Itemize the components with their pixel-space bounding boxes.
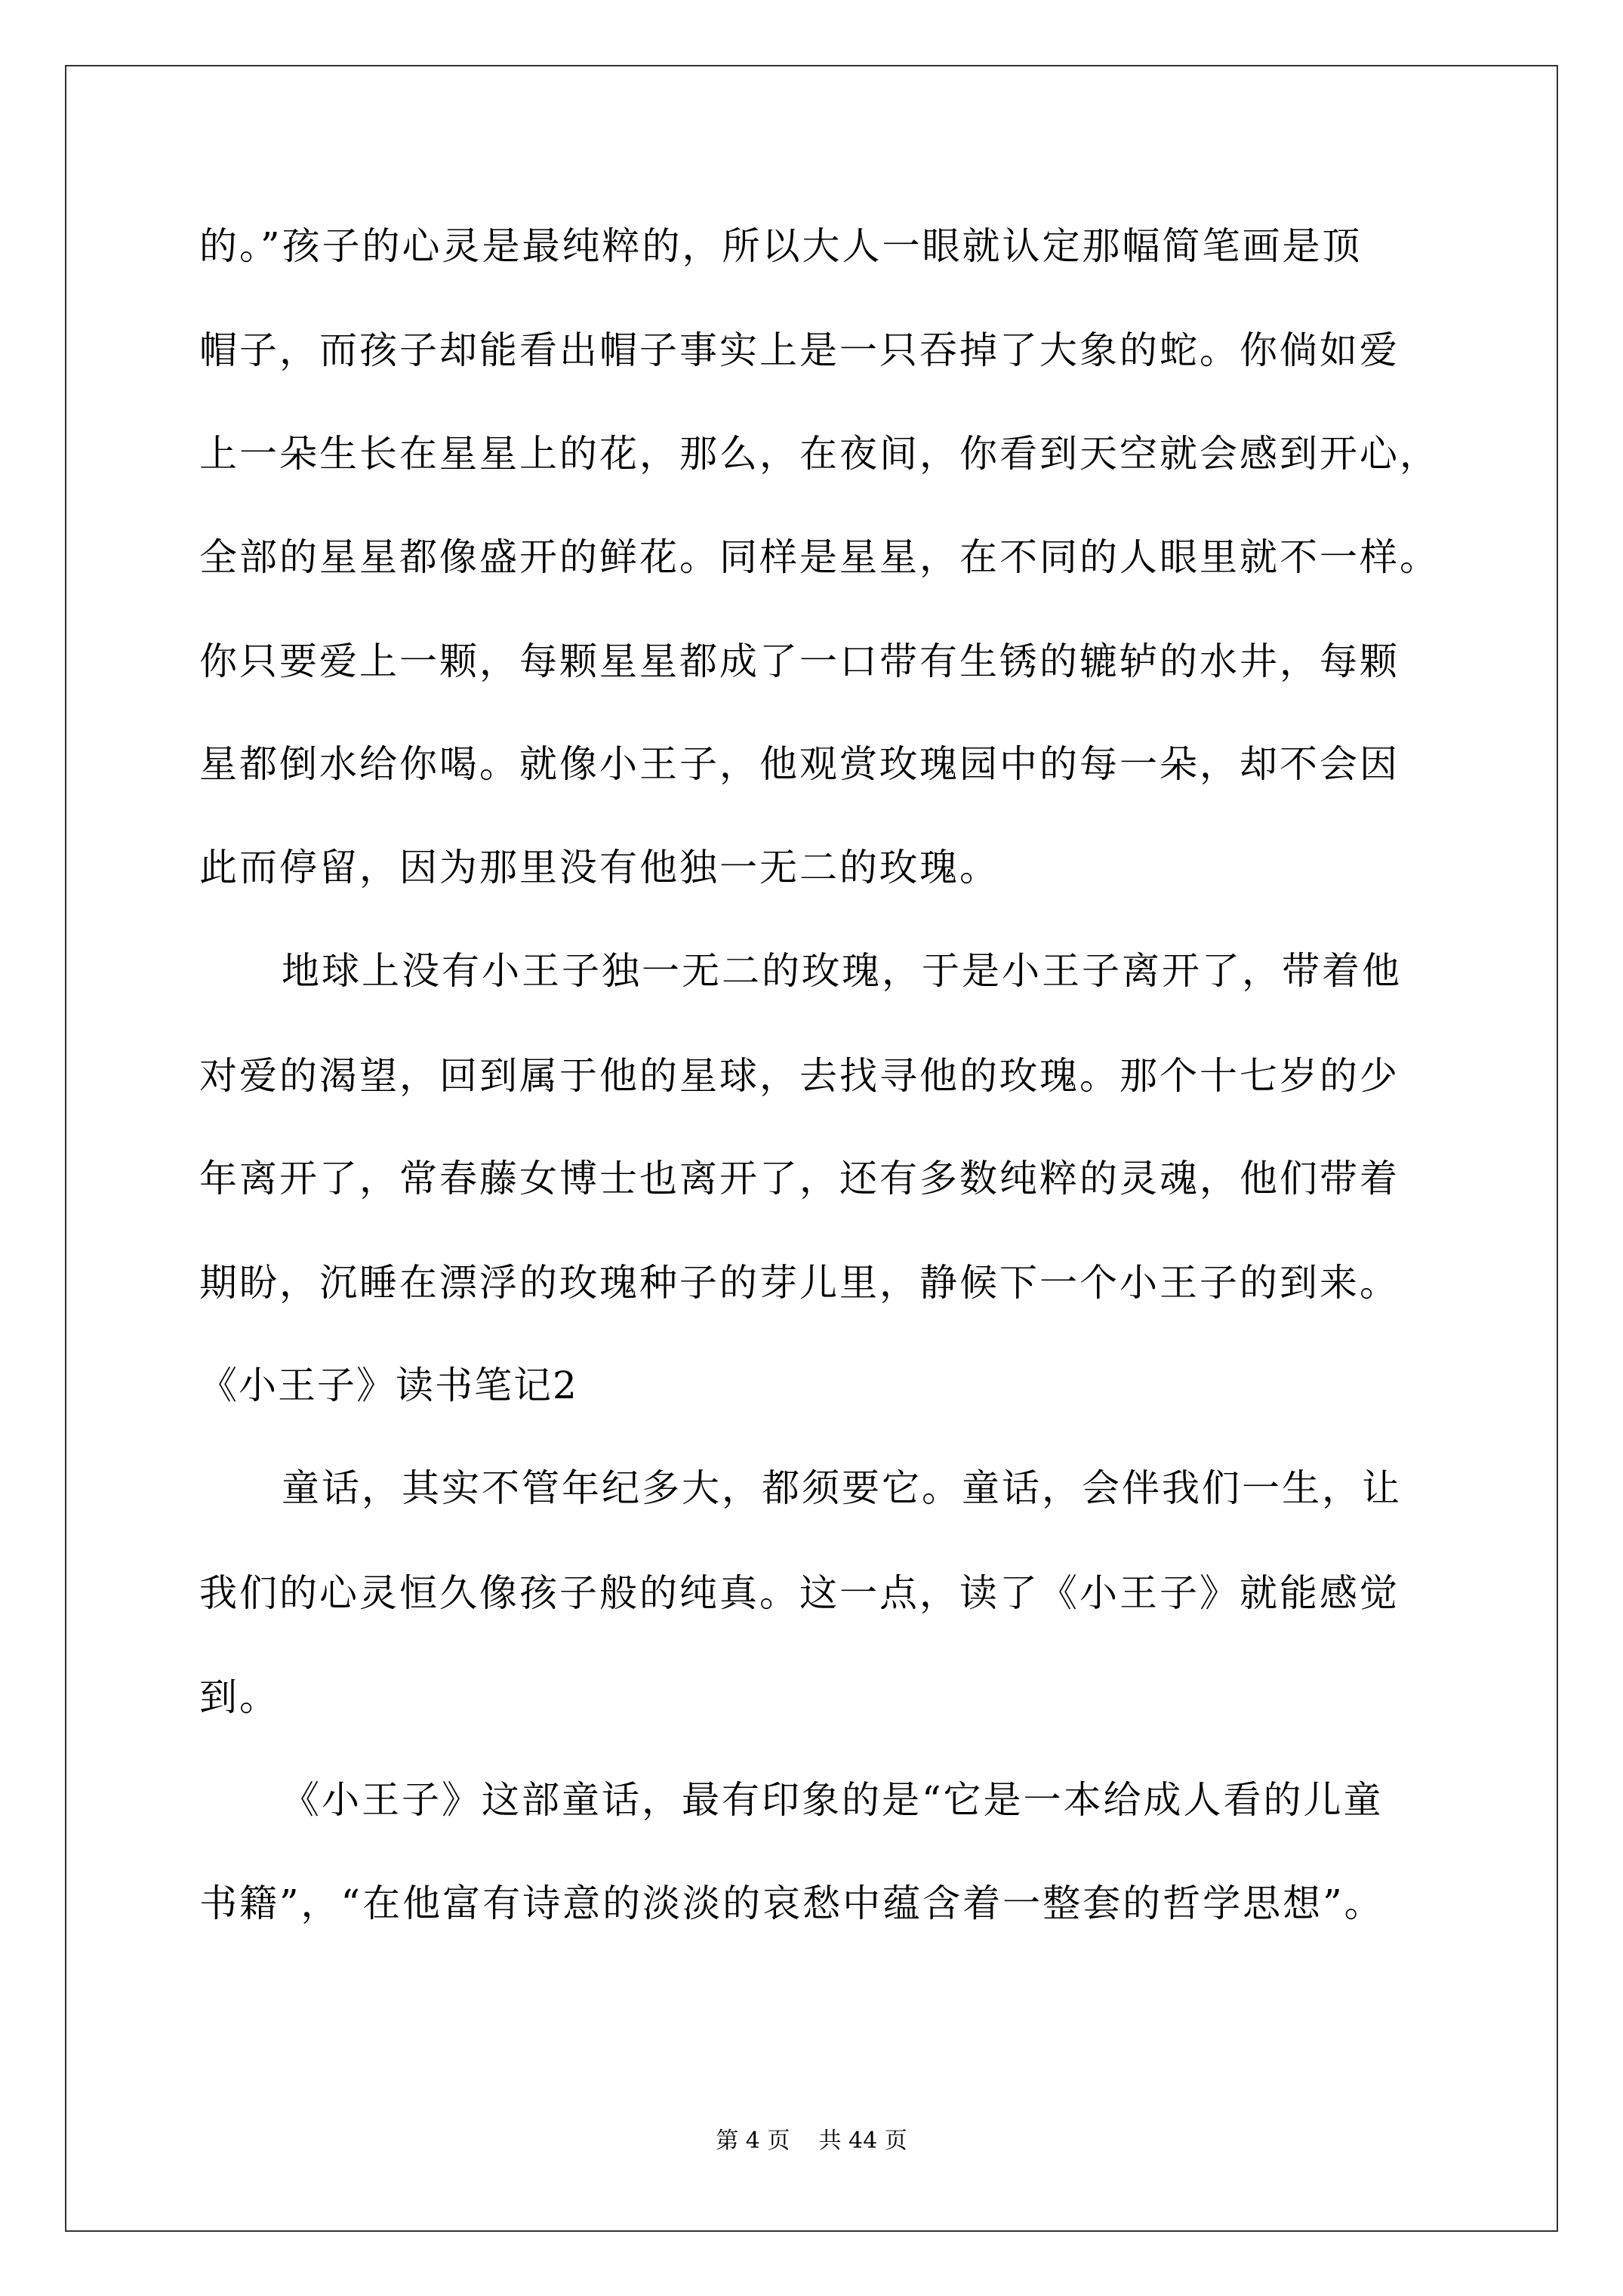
text-line: 期盼，沉睡在漂浮的玫瑰种子的芽儿里，静候下一个小王子的到来。	[199, 1261, 1400, 1305]
text-line: 上一朵生长在星星上的花，那么，在夜间，你看到天空就会感到开心，	[199, 432, 1440, 476]
page-number-footer: 第 4 页 共 44 页	[716, 2128, 907, 2154]
text-line: 星都倒水给你喝。就像小王子，他观赏玫瑰园中的每一朵，却不会因	[199, 742, 1400, 786]
paragraph-start-line: 童话，其实不管年纪多大，都须要它。童话，会伴我们一生，让	[282, 1466, 1402, 1510]
text-line: 对爱的渴望，回到属于他的星球，去找寻他的玫瑰。那个十七岁的少	[199, 1054, 1400, 1098]
text-line: 帽子，而孩子却能看出帽子事实上是一只吞掉了大象的蛇。你倘如爱	[199, 328, 1400, 372]
text-line: 全部的星星都像盛开的鲜花。同样是星星，在不同的人眼里就不一样。	[199, 535, 1440, 579]
text-line: 你只要爱上一颗，每颗星星都成了一口带有生锈的辘轳的水井，每颗	[199, 639, 1400, 683]
paragraph-start-line: 《小王子》这部童话，最有印象的是“它是一本给成人看的儿童	[282, 1778, 1384, 1822]
text-line: 年离开了，常春藤女博士也离开了，还有多数纯粹的灵魂，他们带着	[199, 1157, 1400, 1200]
paragraph-start-line: 地球上没有小王子独一无二的玫瑰，于是小王子离开了，带着他	[282, 949, 1402, 993]
text-line: 书籍”，“在他富有诗意的淡淡的哀愁中蕴含着一整套的哲学思想”。	[199, 1881, 1384, 1925]
text-line: 此而停留，因为那里没有他独一无二的玫瑰。	[199, 846, 999, 889]
section-heading: 《小王子》读书笔记2	[199, 1364, 578, 1407]
text-line: 的。”孩子的心灵是最纯粹的，所以大人一眼就认定那幅简笔画是顶	[199, 224, 1363, 268]
text-line: 到。	[199, 1675, 279, 1719]
text-line: 我们的心灵恒久像孩子般的纯真。这一点，读了《小王子》就能感觉	[199, 1571, 1400, 1615]
